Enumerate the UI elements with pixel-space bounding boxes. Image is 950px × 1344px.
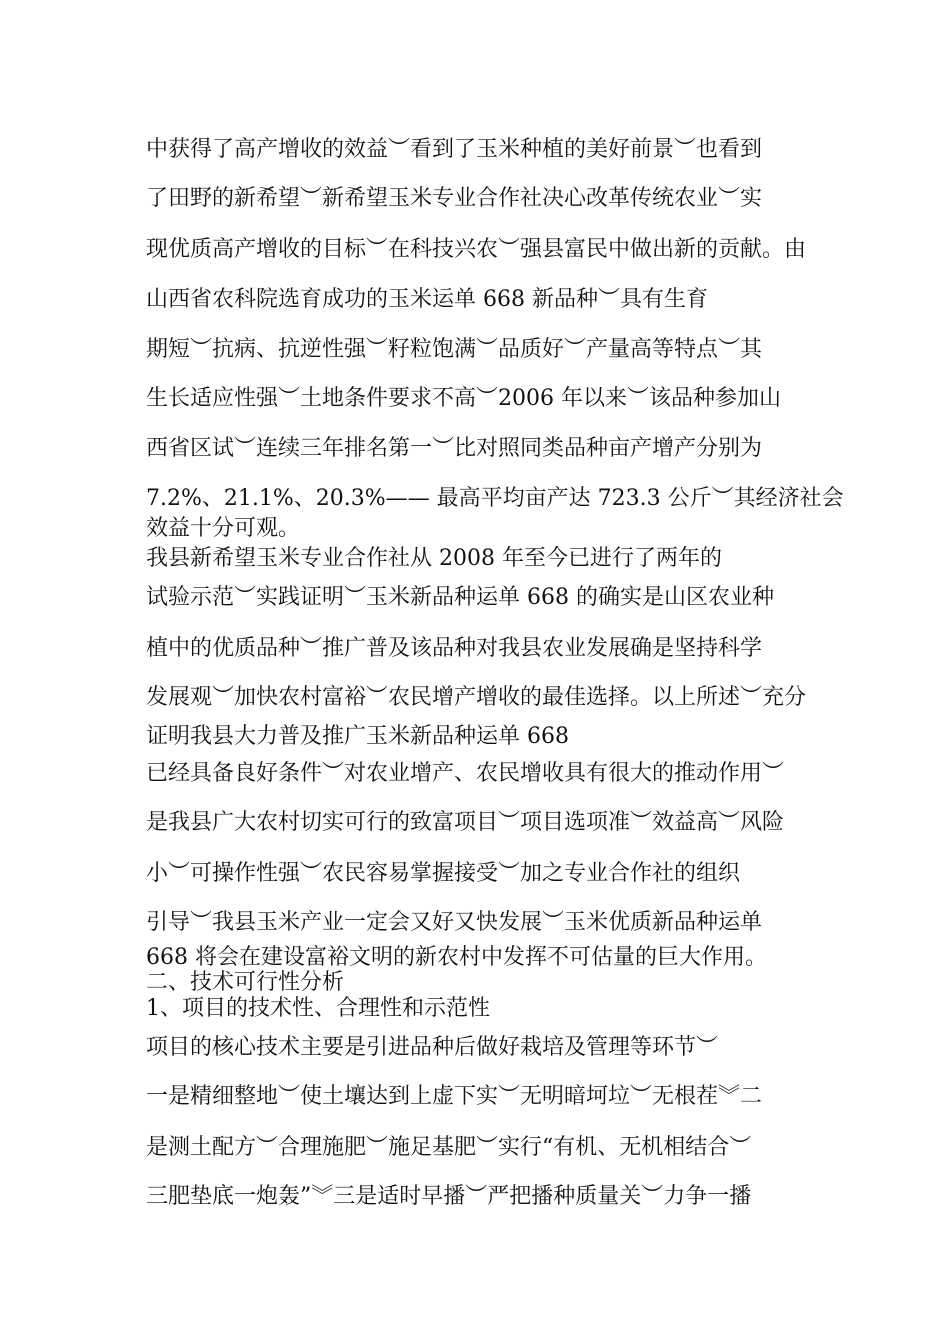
text-line: 668 将会在建设富裕文明的新农村中发挥不可估量的巨大作用。 (146, 945, 767, 970)
section-heading: 二、技术可行性分析 (146, 970, 345, 995)
text-line: 证明我县大力普及推广玉米新品种运单 668 (146, 724, 569, 749)
text-line: 植中的优质品种︶推广普及该品种对我县农业发展确是坚持科学 (146, 636, 763, 661)
text-line: 山西省农科院选育成功的玉米运单 668 新品种︶具有生育 (146, 287, 708, 312)
text-line: 效益十分可观。 (146, 516, 301, 541)
text-line: 是我县广大农村切实可行的致富项目︶项目选项准︶效益高︶风险 (146, 810, 785, 835)
text-line: 我县新希望玉米专业合作社从 2008 年至今已进行了两年的 (146, 546, 722, 571)
text-line: 试验示范︶实践证明︶玉米新品种运单 668 的确实是山区农业种 (146, 585, 774, 610)
text-line: 一是精细整地︶使土壤达到上虚下实︶无明暗坷垃︶无根茬︾二 (146, 1084, 763, 1109)
text-line: 已经具备良好条件︶对农业增产、农民增收具有很大的推动作用︶ (146, 761, 785, 786)
text-line: 期短︶抗病、抗逆性强︶籽粒饱满︶品质好︶产量高等特点︶其 (146, 337, 763, 362)
subsection-heading: 1、项目的技术性、合理性和示范性 (146, 996, 490, 1021)
text-line: 是测土配方︶合理施肥︶施足基肥︶实行“有机、无机相结合︶ (146, 1135, 752, 1160)
text-line: 小︶可操作性强︶农民容易掌握接受︶加之专业合作社的组织 (146, 861, 741, 886)
text-line: 生长适应性强︶土地条件要求不高︶2006 年以来︶该品种参加山 (146, 386, 781, 411)
text-line: 现优质高产增收的目标︶在科技兴农︶强县富民中做出新的贡献。由 (146, 237, 807, 262)
text-line: 引导︶我县玉米产业一定会又好又快发展︶玉米优质新品种运单 (146, 910, 763, 935)
text-line: 中获得了高产增收的效益︶看到了玉米种植的美好前景︶也看到 (146, 137, 763, 162)
text-line: 发展观︶加快农村富裕︶农民增产增收的最佳选择。以上所述︶充分 (146, 685, 807, 710)
text-line: 三肥垫底一炮轰”︾三是适时早播︶严把播种质量关︶力争一播 (146, 1184, 752, 1209)
text-line: 西省区试︶连续三年排名第一︶比对照同类品种亩产增产分别为 (146, 436, 763, 461)
text-line: 项目的核心技术主要是引进品种后做好栽培及管理等环节︶ (146, 1035, 719, 1060)
text-line: 7.2%、21.1%、20.3%—— 最高平均亩产达 723.3 公斤︶其经济社会 (146, 486, 844, 511)
text-line: 了田野的新希望︶新希望玉米专业合作社决心改革传统农业︶实 (146, 186, 763, 211)
